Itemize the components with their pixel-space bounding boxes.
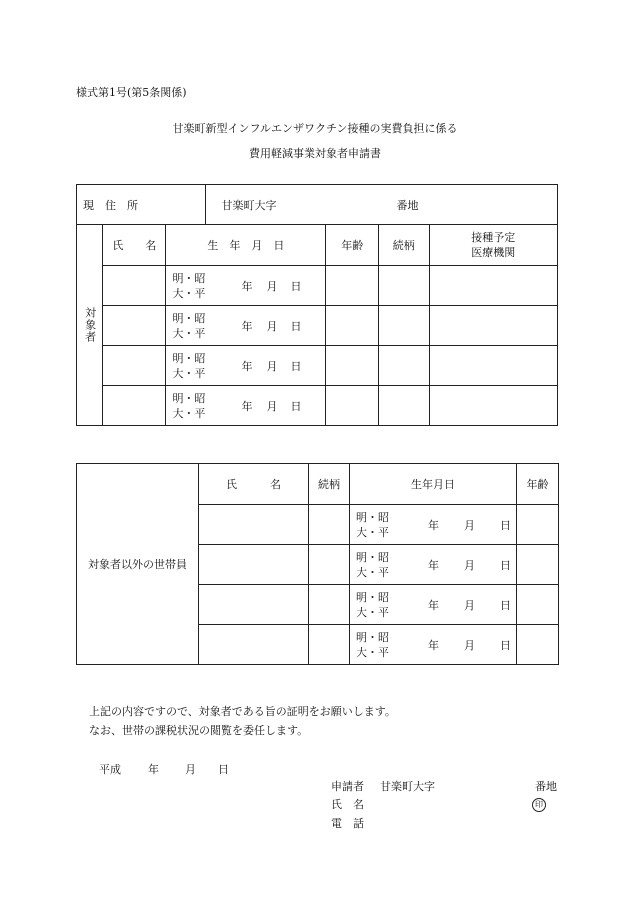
applicant-label: 申請者 <box>331 780 364 793</box>
table-row <box>77 386 558 426</box>
applicant-address-suffix: 番地 <box>535 780 557 793</box>
date-era: 平成 <box>99 763 121 776</box>
age-cell[interactable] <box>326 306 379 346</box>
name-cell[interactable] <box>103 306 166 346</box>
age-cell[interactable] <box>517 505 559 545</box>
relation-cell[interactable] <box>309 585 350 625</box>
header-age: 年齢 <box>326 225 379 266</box>
header-dob: 生 年 月 日 <box>166 225 326 266</box>
name-cell[interactable] <box>103 386 166 426</box>
statement-line2: なお、世帯の課税状況の閲覧を委任します。 <box>89 724 309 737</box>
header-name: 氏 名 <box>199 464 309 505</box>
date-day-field[interactable]: 日 <box>218 763 229 776</box>
name-cell[interactable] <box>199 505 309 545</box>
header-clinic: 接種予定 医療機関 <box>429 225 557 266</box>
form-title-line1: 甘楽町新型インフルエンザワクチン接種の実費負担に係る <box>172 122 458 135</box>
relation-cell[interactable] <box>309 625 350 665</box>
table-row <box>77 346 558 386</box>
clinic-cell[interactable] <box>429 266 557 306</box>
table-row <box>77 266 558 306</box>
table-row <box>77 306 558 346</box>
header-dob: 生年月日 <box>350 464 517 505</box>
clinic-cell[interactable] <box>429 346 557 386</box>
relation-cell[interactable] <box>379 386 430 426</box>
applicant-address-prefix[interactable]: 甘楽町大字 <box>380 780 435 793</box>
name-cell[interactable] <box>199 625 309 665</box>
header-name: 氏 名 <box>103 225 166 266</box>
household-members-table <box>76 463 559 665</box>
dob-cell[interactable]: 明・昭 大・平 年 月 日 <box>166 346 326 386</box>
clinic-cell[interactable] <box>429 306 557 346</box>
dob-cell[interactable]: 明・昭 大・平 年 月 日 <box>350 625 517 665</box>
target-side-label: 対象者 <box>77 225 103 426</box>
name-cell[interactable] <box>103 346 166 386</box>
form-title-line2: 費用軽減事業対象者申請書 <box>249 147 381 160</box>
target-persons-table <box>76 184 558 426</box>
relation-cell[interactable] <box>309 505 350 545</box>
relation-cell[interactable] <box>379 346 430 386</box>
relation-cell[interactable] <box>379 306 430 346</box>
name-cell[interactable] <box>199 585 309 625</box>
dob-cell[interactable]: 明・昭 大・平 年 月 日 <box>350 505 517 545</box>
age-cell[interactable] <box>517 585 559 625</box>
relation-cell[interactable] <box>309 545 350 585</box>
household-side-label: 対象者以外の世帯員 <box>77 464 199 665</box>
date-year-field[interactable]: 年 <box>148 763 159 776</box>
age-cell[interactable] <box>326 346 379 386</box>
age-cell[interactable] <box>326 266 379 306</box>
age-cell[interactable] <box>326 386 379 426</box>
name-cell[interactable] <box>199 545 309 585</box>
dob-cell[interactable]: 明・昭 大・平 年 月 日 <box>166 306 326 346</box>
age-cell[interactable] <box>517 545 559 585</box>
applicant-phone-label: 電 話 <box>331 817 364 830</box>
seal-icon: 印 <box>532 798 546 812</box>
address-prefix: 甘楽町大字 <box>221 199 277 212</box>
clinic-cell[interactable] <box>429 386 557 426</box>
age-cell[interactable] <box>517 625 559 665</box>
form-number: 様式第1号(第5条関係) <box>76 86 187 99</box>
dob-cell[interactable]: 明・昭 大・平 年 月 日 <box>166 266 326 306</box>
header-relation: 続柄 <box>309 464 350 505</box>
name-cell[interactable] <box>103 266 166 306</box>
address-field[interactable] <box>206 185 558 225</box>
dob-cell[interactable]: 明・昭 大・平 年 月 日 <box>166 386 326 426</box>
header-relation: 続柄 <box>379 225 430 266</box>
dob-cell[interactable]: 明・昭 大・平 年 月 日 <box>350 545 517 585</box>
dob-cell[interactable]: 明・昭 大・平 年 月 日 <box>350 585 517 625</box>
relation-cell[interactable] <box>379 266 430 306</box>
address-suffix: 番地 <box>396 199 419 212</box>
applicant-name-label: 氏 名 <box>331 798 364 811</box>
header-age: 年齢 <box>517 464 559 505</box>
date-month-field[interactable]: 月 <box>185 763 196 776</box>
address-label: 現 住 所 <box>77 185 206 225</box>
statement-line1: 上記の内容ですので、対象者である旨の証明をお願いします。 <box>89 705 396 718</box>
